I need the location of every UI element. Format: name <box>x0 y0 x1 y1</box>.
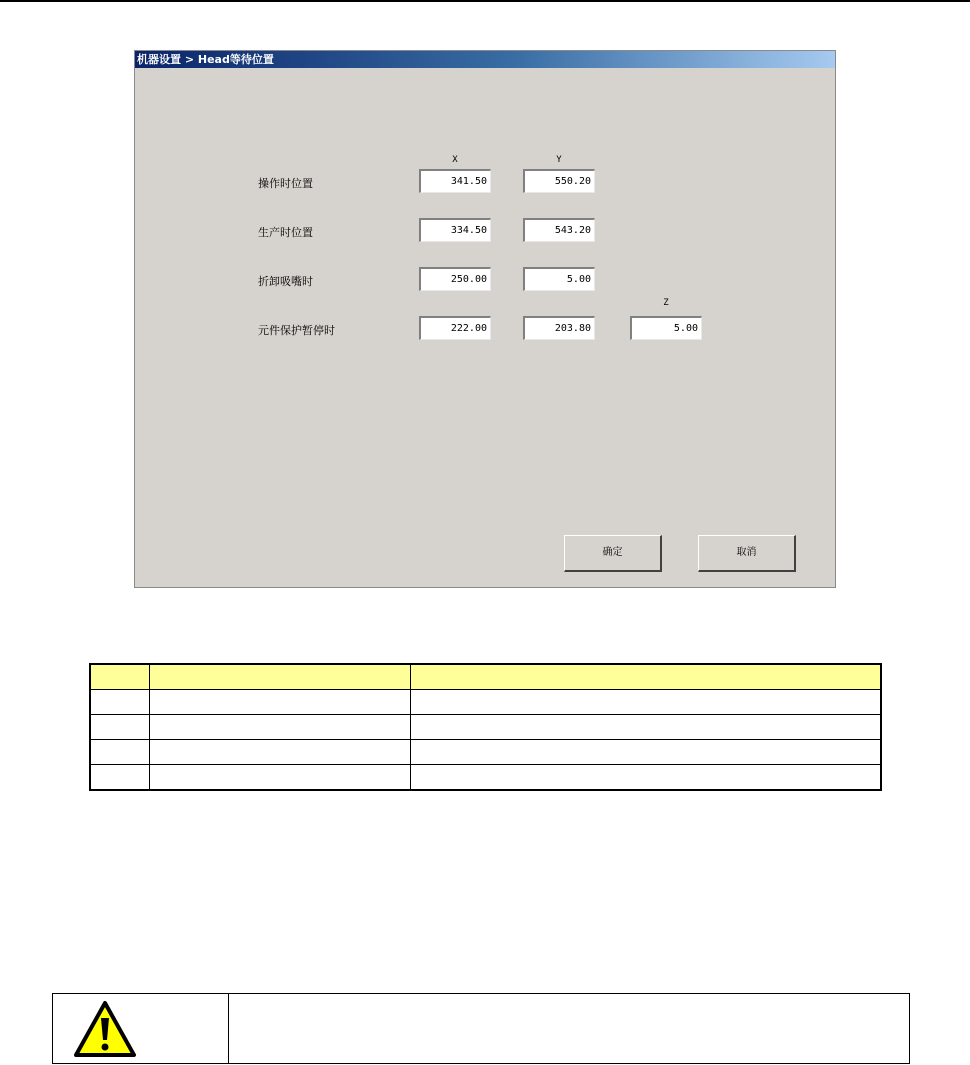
table-cell <box>411 740 882 765</box>
operation-x-field[interactable]: 341.50 <box>419 169 491 193</box>
component-protection-y-field[interactable]: 203.80 <box>523 316 595 340</box>
cancel-button[interactable]: 取消 <box>698 535 796 572</box>
table-cell <box>90 690 150 715</box>
production-x-field[interactable]: 334.50 <box>419 218 491 242</box>
page-top-rule <box>0 0 970 2</box>
column-header-x: X <box>452 155 458 165</box>
table-cell <box>411 690 882 715</box>
table-header-cell <box>90 664 150 690</box>
dialog-titlebar: 机器设置 > Head等待位置 <box>135 51 835 68</box>
nozzle-removal-x-field[interactable]: 250.00 <box>419 267 491 291</box>
ok-button[interactable]: 确定 <box>564 535 662 572</box>
column-header-z: Z <box>663 298 669 308</box>
row-label-component-protection-pause: 元件保护暂停时 <box>258 324 335 337</box>
row-label-operation-position: 操作时位置 <box>258 177 313 190</box>
caution-icon-cell <box>53 994 229 1063</box>
column-header-y: Y <box>556 155 562 165</box>
warning-icon <box>73 1000 137 1058</box>
table-header-cell <box>150 664 411 690</box>
component-protection-x-field[interactable]: 222.00 <box>419 316 491 340</box>
table-cell <box>411 765 882 791</box>
table-row <box>90 765 881 791</box>
table-cell <box>150 765 411 791</box>
table-cell <box>90 765 150 791</box>
description-table <box>89 663 882 791</box>
table-row <box>90 740 881 765</box>
row-label-nozzle-removal: 折卸吸嘴时 <box>258 275 313 288</box>
caution-box <box>52 993 910 1064</box>
table-cell <box>90 740 150 765</box>
component-protection-z-field[interactable]: 5.00 <box>630 316 702 340</box>
nozzle-removal-y-field[interactable]: 5.00 <box>523 267 595 291</box>
table-header-cell <box>411 664 882 690</box>
table-cell <box>90 715 150 740</box>
table-row <box>90 690 881 715</box>
table-cell <box>150 715 411 740</box>
production-y-field[interactable]: 543.20 <box>523 218 595 242</box>
row-label-production-position: 生产时位置 <box>258 226 313 239</box>
table-row <box>90 715 881 740</box>
table-cell <box>150 690 411 715</box>
table-cell <box>150 740 411 765</box>
head-wait-position-dialog <box>134 50 836 588</box>
table-cell <box>411 715 882 740</box>
operation-y-field[interactable]: 550.20 <box>523 169 595 193</box>
table-header-row <box>90 664 881 690</box>
